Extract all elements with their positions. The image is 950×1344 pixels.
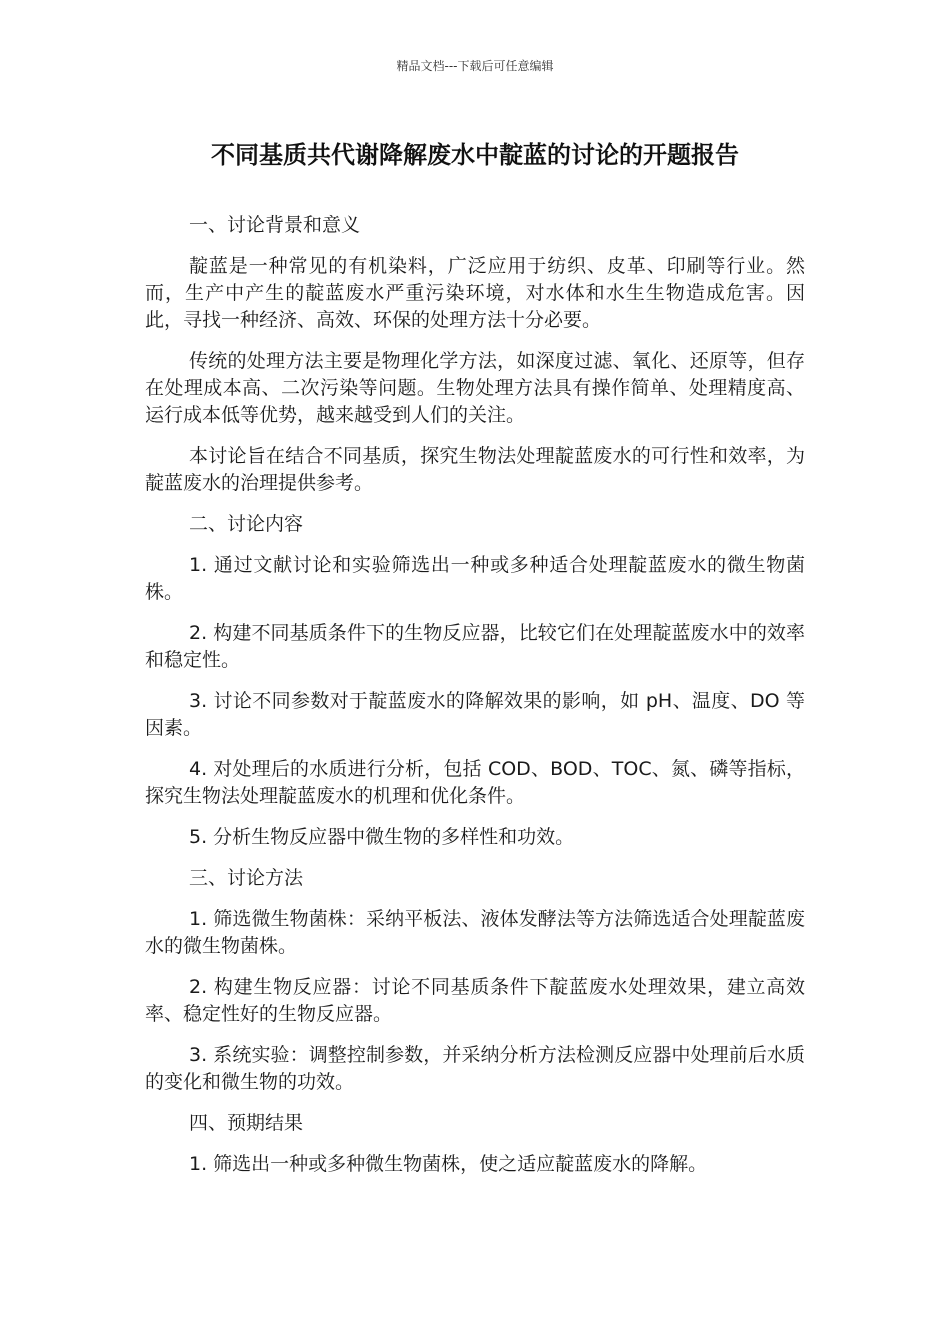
methods-list-item: 2. 构建生物反应器：讨论不同基质条件下靛蓝废水处理效果，建立高效率、稳定性好的生物反应器。	[145, 976, 805, 1025]
background-paragraph: 传统的处理方法主要是物理化学方法，如深度过滤、氧化、还原等，但存在处理成本高、二次污染等问题。生物处理方法具有操作简单、处理精度高、运行成本低等优势，越来越受到人们的关注。	[145, 350, 805, 426]
page-header: 精品文档---下载后可任意编辑	[396, 59, 554, 73]
methods-list-item: 3. 系统实验：调整控制参数，并采纳分析方法检测反应器中处理前后水质的变化和微生物的功效。	[145, 1044, 805, 1093]
content-list-item: 3. 讨论不同参数对于靛蓝废水的降解效果的影响，如 pH、温度、DO 等因素。	[145, 690, 805, 739]
background-paragraph: 本讨论旨在结合不同基质，探究生物法处理靛蓝废水的可行性和效率，为靛蓝废水的治理提供参考。	[145, 445, 805, 494]
document-body	[145, 212, 805, 1192]
section-heading-methods: 三、讨论方法	[189, 867, 304, 889]
content-list-item: 1. 通过文献讨论和实验筛选出一种或多种适合处理靛蓝废水的微生物菌株。	[145, 554, 805, 603]
document-title: 不同基质共代谢降解废水中靛蓝的讨论的开题报告	[211, 141, 739, 169]
background-paragraph: 靛蓝是一种常见的有机染料，广泛应用于纺织、皮革、印刷等行业。然而，生产中产生的靛蓝废水严重污染环境，对水体和水生生物造成危害。因此，寻找一种经济、高效、环保的处理方法十分必要。	[145, 255, 805, 331]
section-heading-background: 一、讨论背景和意义	[189, 214, 361, 236]
content-list-item: 2. 构建不同基质条件下的生物反应器，比较它们在处理靛蓝废水中的效率和稳定性。	[145, 622, 805, 671]
section-heading-content: 二、讨论内容	[189, 513, 304, 535]
content-list-item: 4. 对处理后的水质进行分析，包括 COD、BOD、TOC、氮、磷等指标，探究生物法处理靛蓝废水的机理和优化条件。	[145, 758, 805, 807]
results-list-item: 1. 筛选出一种或多种微生物菌株，使之适应靛蓝废水的降解。	[189, 1153, 708, 1175]
content-list-item: 5. 分析生物反应器中微生物的多样性和功效。	[189, 826, 575, 848]
methods-list-item: 1. 筛选微生物菌株：采纳平板法、液体发酵法等方法筛选适合处理靛蓝废水的微生物菌株。	[145, 908, 805, 957]
section-heading-results: 四、预期结果	[189, 1112, 304, 1134]
